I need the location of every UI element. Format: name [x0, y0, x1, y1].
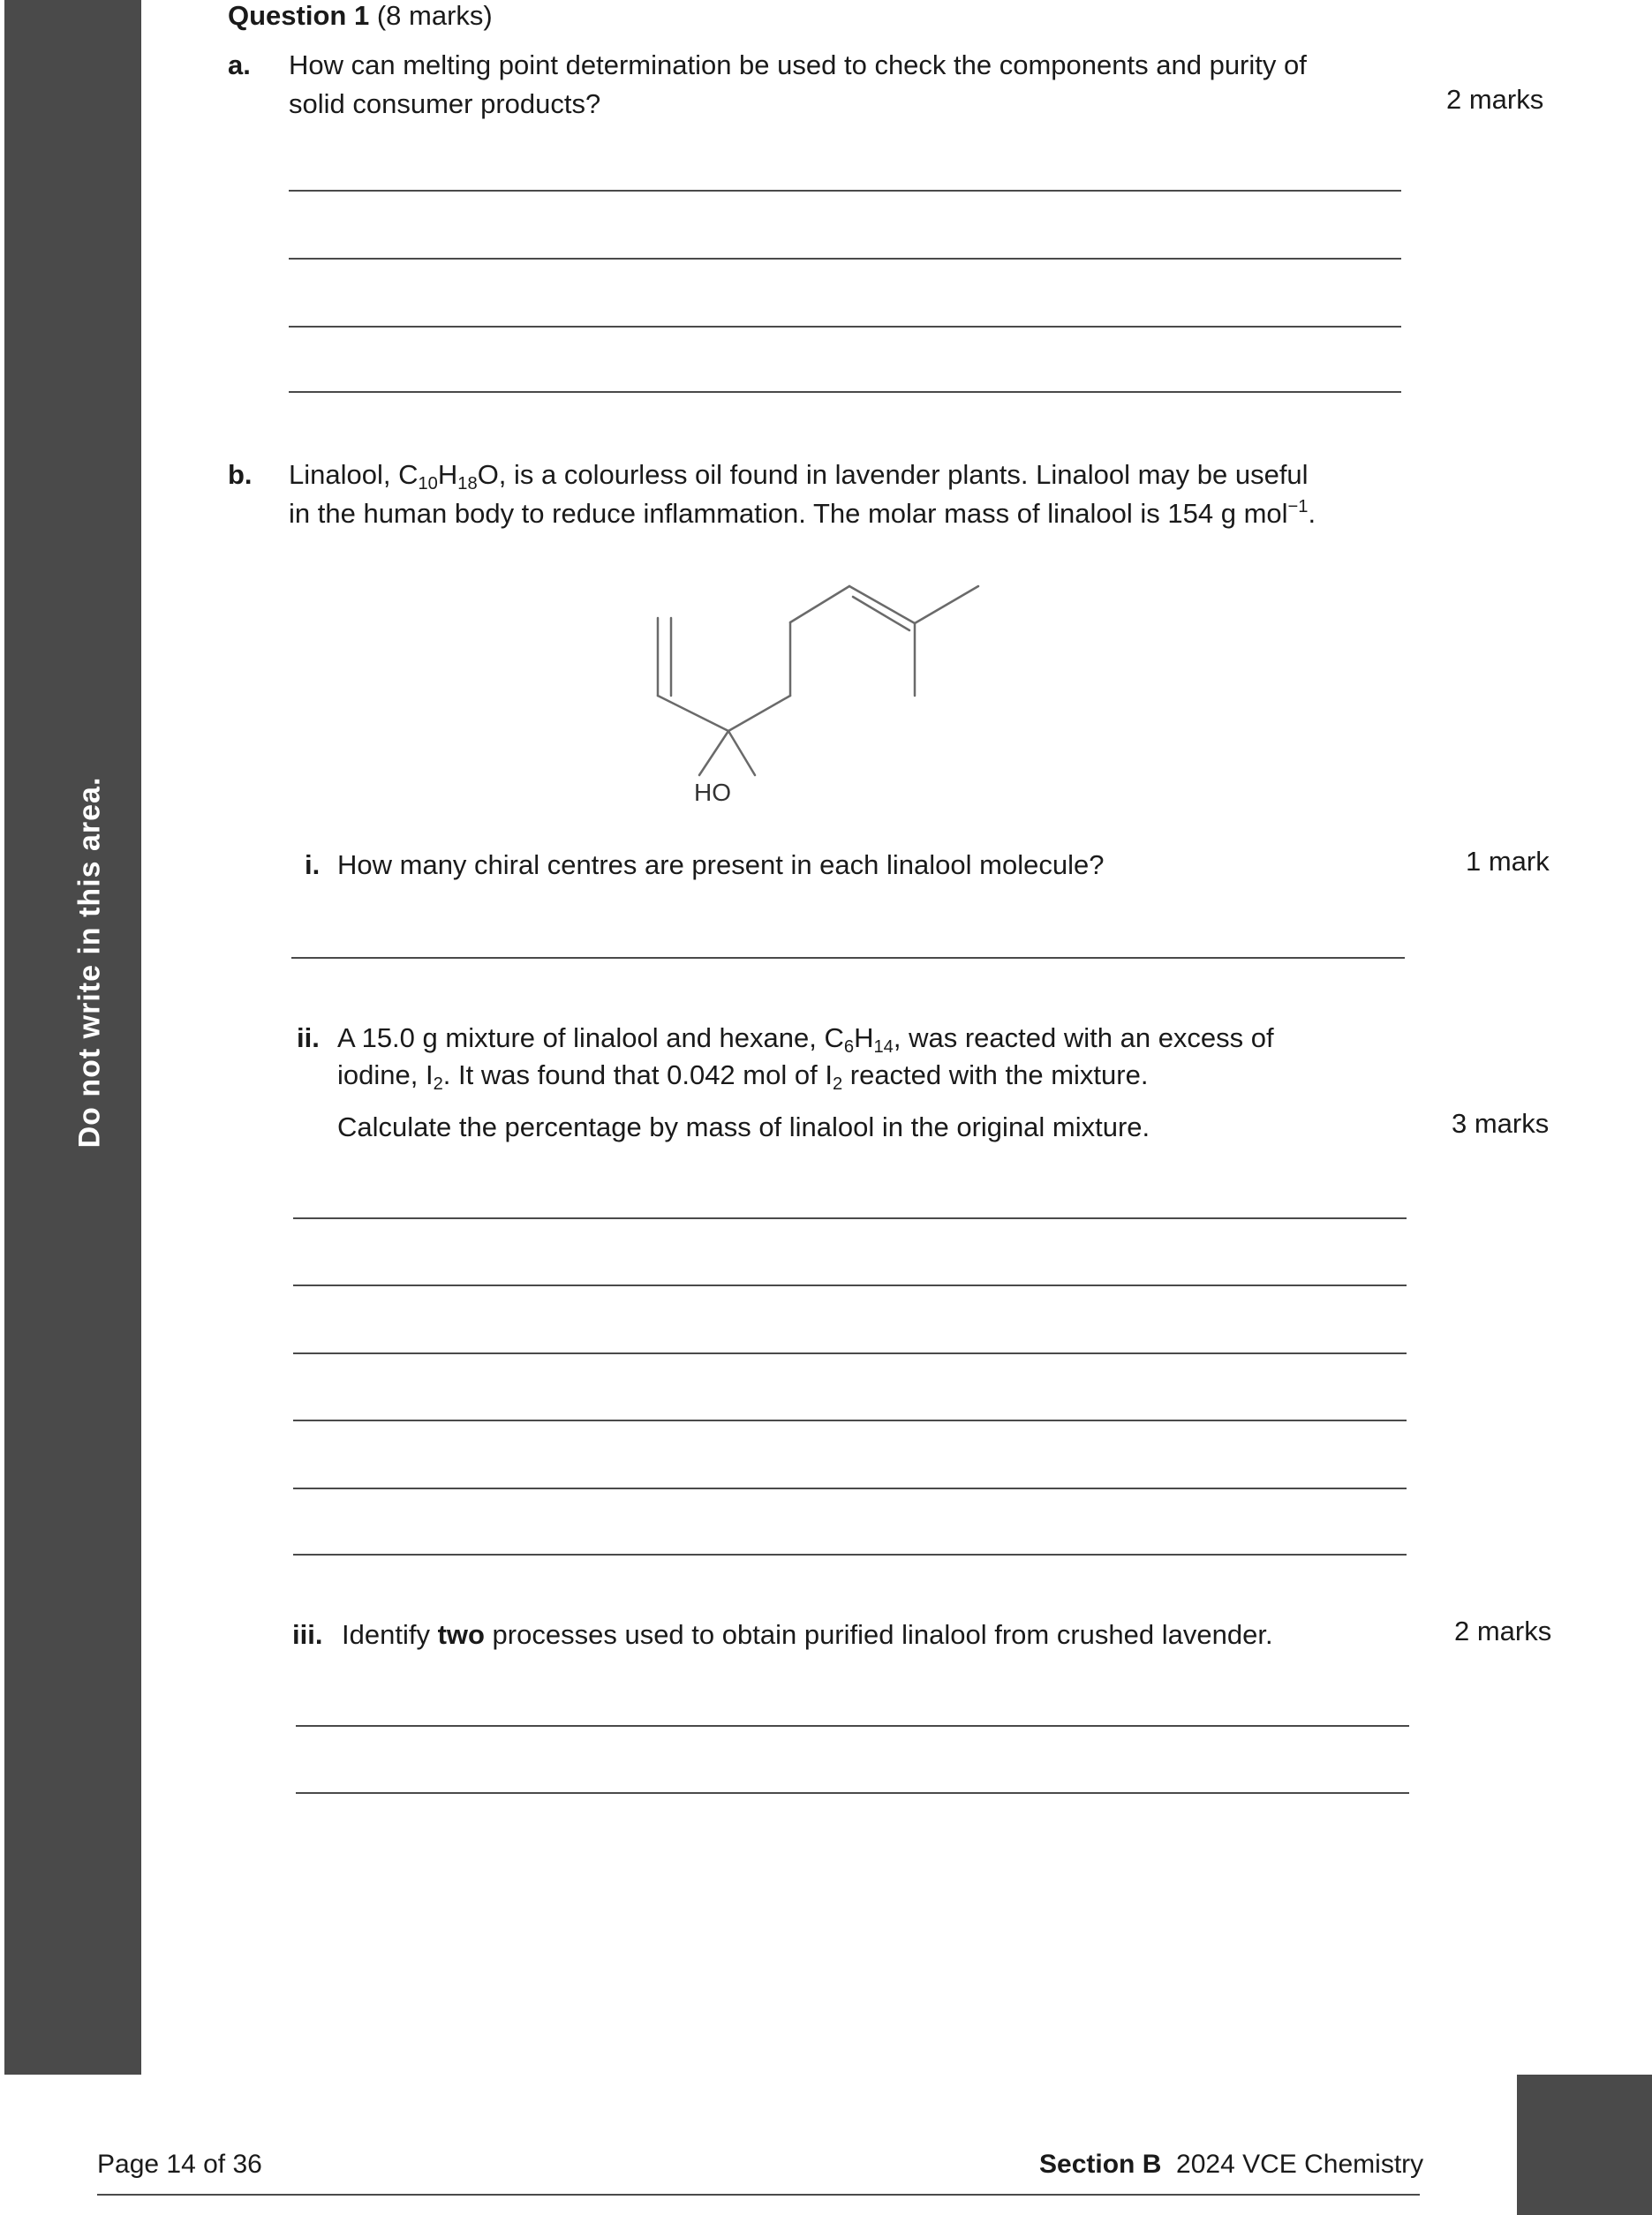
- answer-line[interactable]: [291, 957, 1405, 959]
- answer-line[interactable]: [289, 326, 1401, 328]
- part-ii-marks: 3 marks: [1452, 1108, 1550, 1139]
- section-label: Section B: [1039, 2150, 1162, 2179]
- part-b-line2: in the human body to reduce inflammation. The molar mass of linalool is 154 g mol$^{-1}$.: [289, 496, 1316, 529]
- answer-line[interactable]: [293, 1488, 1407, 1489]
- answer-line[interactable]: [289, 258, 1401, 260]
- margin-warning-text: Do not write in this area.: [72, 776, 107, 1149]
- linalool-structure: [618, 565, 1024, 821]
- part-ii-line3: Calculate the percentage by mass of linalool in the original mixture.: [337, 1111, 1150, 1142]
- question-total-marks: (8 marks): [376, 0, 493, 31]
- part-b-letter: b.: [228, 459, 253, 490]
- footer-rule: [97, 2194, 1420, 2196]
- answer-line[interactable]: [293, 1352, 1407, 1354]
- answer-line[interactable]: [296, 1792, 1409, 1794]
- alkene-bond-a: [849, 586, 915, 623]
- answer-line[interactable]: [296, 1725, 1409, 1727]
- hydroxyl-label: HO: [694, 779, 731, 806]
- part-ii-number: ii.: [297, 1022, 320, 1053]
- emphasis-two: two: [437, 1619, 485, 1650]
- bond-c3-methyl: [728, 731, 755, 775]
- answer-line[interactable]: [293, 1217, 1407, 1219]
- part-iii-marks: 2 marks: [1454, 1616, 1552, 1646]
- bond-c2-c3: [658, 696, 728, 731]
- corner-tab: [1517, 2075, 1652, 2215]
- alkene-bond-b: [853, 597, 909, 630]
- part-a-letter: a.: [228, 49, 251, 80]
- part-a-marks: 2 marks: [1446, 84, 1544, 115]
- part-i-number: i.: [305, 849, 321, 880]
- part-i-marks: 1 mark: [1466, 846, 1550, 877]
- part-ii-line2: iodine, $I_2$. It was found that 0.042 mol of $I_2$ reacted with the mixture.: [337, 1059, 1149, 1095]
- footer-section: [1039, 2150, 1423, 2180]
- part-a-line2: solid consumer products?: [289, 88, 601, 119]
- part-i-text: How many chiral centres are present in each linalool molecule?: [337, 849, 1105, 880]
- part-iii-number: iii.: [292, 1619, 323, 1650]
- bond-c3-c4: [728, 696, 790, 731]
- part-a-line1: How can melting point determination be used to check the components and purity of: [289, 49, 1307, 80]
- exam-title: 2024 VCE Chemistry: [1176, 2150, 1424, 2179]
- bond-c5-c6: [790, 586, 849, 622]
- answer-line[interactable]: [293, 1285, 1407, 1286]
- answer-line[interactable]: [289, 190, 1401, 192]
- part-iii-text: Identify two processes used to obtain purified linalool from crushed lavender.: [342, 1619, 1273, 1650]
- answer-line[interactable]: [293, 1554, 1407, 1556]
- question-heading: [228, 0, 493, 35]
- page-number: Page 14 of 36: [97, 2150, 262, 2179]
- bond-c3-oh: [699, 731, 728, 775]
- bond-c7-methyl-a: [915, 586, 978, 623]
- part-ii-line1: A 15.0 g mixture of linalool and hexane, $C_6H_{14}$, was reacted with an excess of: [337, 1022, 1274, 1058]
- part-b-line1: Linalool, $C_{10}H_{18}O$, is a colourless oil found in lavender plants. Linalool may be useful: [289, 459, 1309, 494]
- answer-line[interactable]: [293, 1420, 1407, 1421]
- question-number: Question 1: [228, 0, 370, 31]
- answer-line[interactable]: [289, 391, 1401, 393]
